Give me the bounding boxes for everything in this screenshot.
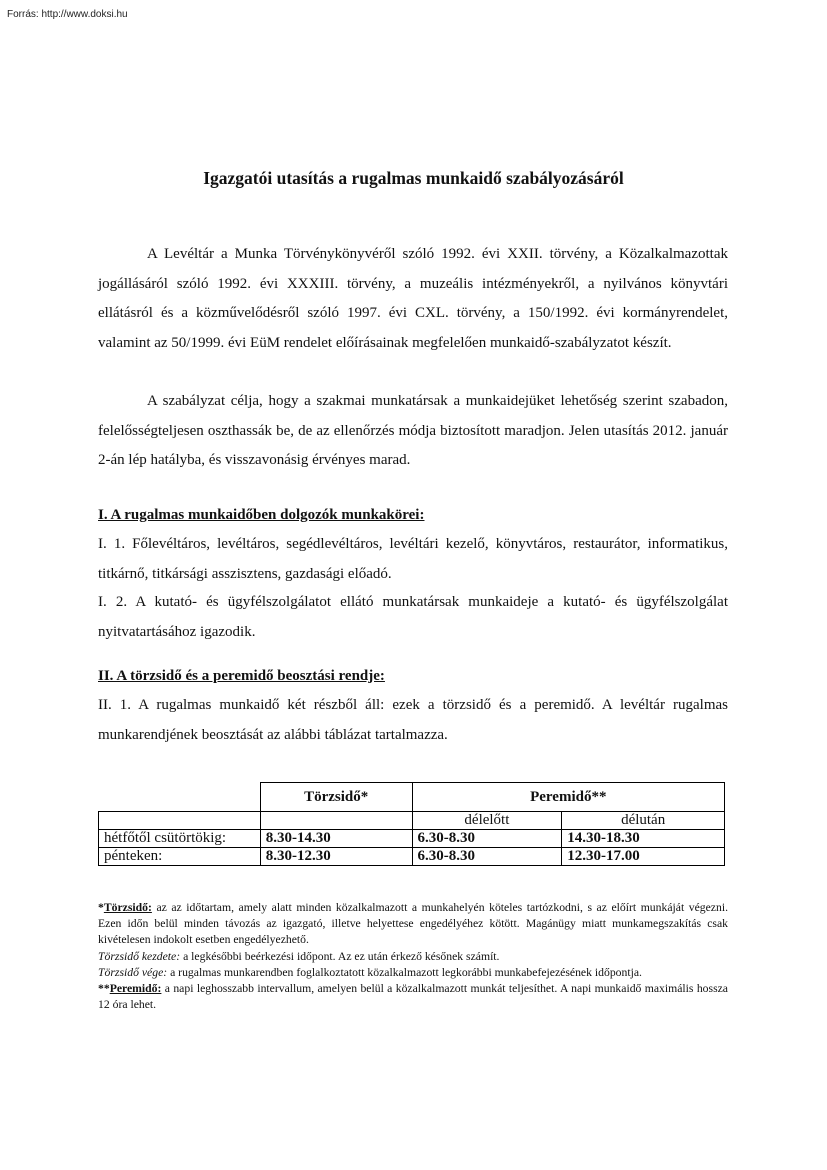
- footnote-torzsido: [98, 900, 728, 949]
- footnote-text: a rugalmas munkarendben foglalkoztatott közalkalmazott legkorábbi munkabefejezésének időpontja.: [167, 965, 642, 979]
- footnote-mark: *: [98, 901, 104, 914]
- table-subheader-row: [99, 812, 725, 830]
- schedule-table: [98, 782, 725, 866]
- subheader-delelott: délelőtt: [412, 812, 562, 830]
- table-header-row: [99, 783, 725, 794]
- footnote-term: Törzsidő kezdete:: [98, 949, 181, 963]
- header-torzsido: Törzsidő*: [260, 783, 412, 812]
- section-2-item-1: II. 1. A rugalmas munkaidő két részből áll: ezek a törzsidő és a peremidő. A levéltár rugalmas munkarendjének beosztását az alábbi táblázat tartalmazza.: [98, 697, 728, 743]
- row-delutan: 12.30-17.00: [562, 848, 725, 866]
- section-2-heading: II. A törzsidő és a peremidő beosztási rendje:: [98, 668, 385, 684]
- row-delelott: 6.30-8.30: [412, 848, 562, 866]
- section-1-item-2: I. 2. A kutató- és ügyfélszolgálatot ellátó munkatársak munkaideje a kutató- és ügyfélszolgálat nyitvatartásához igazodik.: [98, 594, 728, 640]
- footnote-text: a napi leghosszabb intervallum, amelyen belül a közalkalmazott munkát teljesíthet. A napi munkaidő maximális hossza 12 óra lehet.: [98, 982, 728, 1012]
- row-torzsido: 8.30-12.30: [260, 848, 412, 866]
- section-1-heading: I. A rugalmas munkaidőben dolgozók munkakörei:: [98, 507, 425, 523]
- footnote-mark: **: [98, 982, 110, 996]
- footnote-peremido: [98, 981, 728, 1013]
- footnote-text: a legkésőbbi beérkezési időpont. Az ez után érkező későnek számít.: [180, 949, 500, 963]
- footnote-kezdete: [98, 949, 728, 965]
- footnotes: [98, 900, 728, 1013]
- footnote-term: Peremidő:: [109, 982, 162, 996]
- row-torzsido: 8.30-14.30: [260, 830, 412, 848]
- header-peremido: Peremidő**: [412, 783, 724, 812]
- row-label: hétfőtől csütörtökig:: [99, 830, 261, 848]
- intro-paragraph-2: A szabályzat célja, hogy a szakmai munkatársak a munkaidejüket lehetőség szerint szabadon, felelősségteljesen oszthassák be, de az ellenőrzés módja biztosított maradjon. Jelen utasítás 2012. január 2-án lép hatályba, és visszavonásig érvényes marad.: [98, 393, 728, 468]
- row-delelott: 6.30-8.30: [412, 830, 562, 848]
- footnote-text: az az időtartam, amely alatt minden közalkalmazott a munkahelyén köteles tartózkodni, s az előírt munkáját végezni. Ezen időn belül minden távozás az igazgató, illetve helyettese engedélyéhez kötött. Magánügy miatt munkamegszakítás csak kivételesen indokolt esetben engedélyezhető.: [98, 901, 728, 947]
- table-row: [99, 848, 725, 866]
- row-delutan: 14.30-18.30: [562, 830, 725, 848]
- footnote-vege: [98, 965, 728, 981]
- table-row: [99, 830, 725, 848]
- intro-paragraph-1: A Levéltár a Munka Törvénykönyvéről szóló 1992. évi XXII. törvény, a Közalkalmazottak jogállásáról szóló 1992. évi XXXIII. törvény, a muzeális intézményekről, a nyilvános könyvtári ellátásról és a közművelődésről szóló 1997. évi CXL. törvény, a 150/1992. évi kormányrendelet, valamint az 50/1999. évi EüM rendelet előírásainak megfelelően munkaidő-szabályzatot készít.: [98, 246, 728, 351]
- row-label: pénteken:: [99, 848, 261, 866]
- footnote-term: Törzsidő vége:: [98, 965, 168, 979]
- document-title: Igazgatói utasítás a rugalmas munkaidő szabályozásáról: [203, 168, 624, 188]
- footnote-term: Törzsidő:: [103, 901, 152, 914]
- subheader-delutan: délután: [562, 812, 725, 830]
- source-note: Forrás: http://www.doksi.hu: [7, 9, 128, 20]
- section-1-item-1: I. 1. Főlevéltáros, levéltáros, segédlevéltáros, levéltári kezelő, könyvtáros, restaurátor, informatikus, titkárnő, titkársági asszisztens, gazdasági előadó.: [98, 536, 728, 582]
